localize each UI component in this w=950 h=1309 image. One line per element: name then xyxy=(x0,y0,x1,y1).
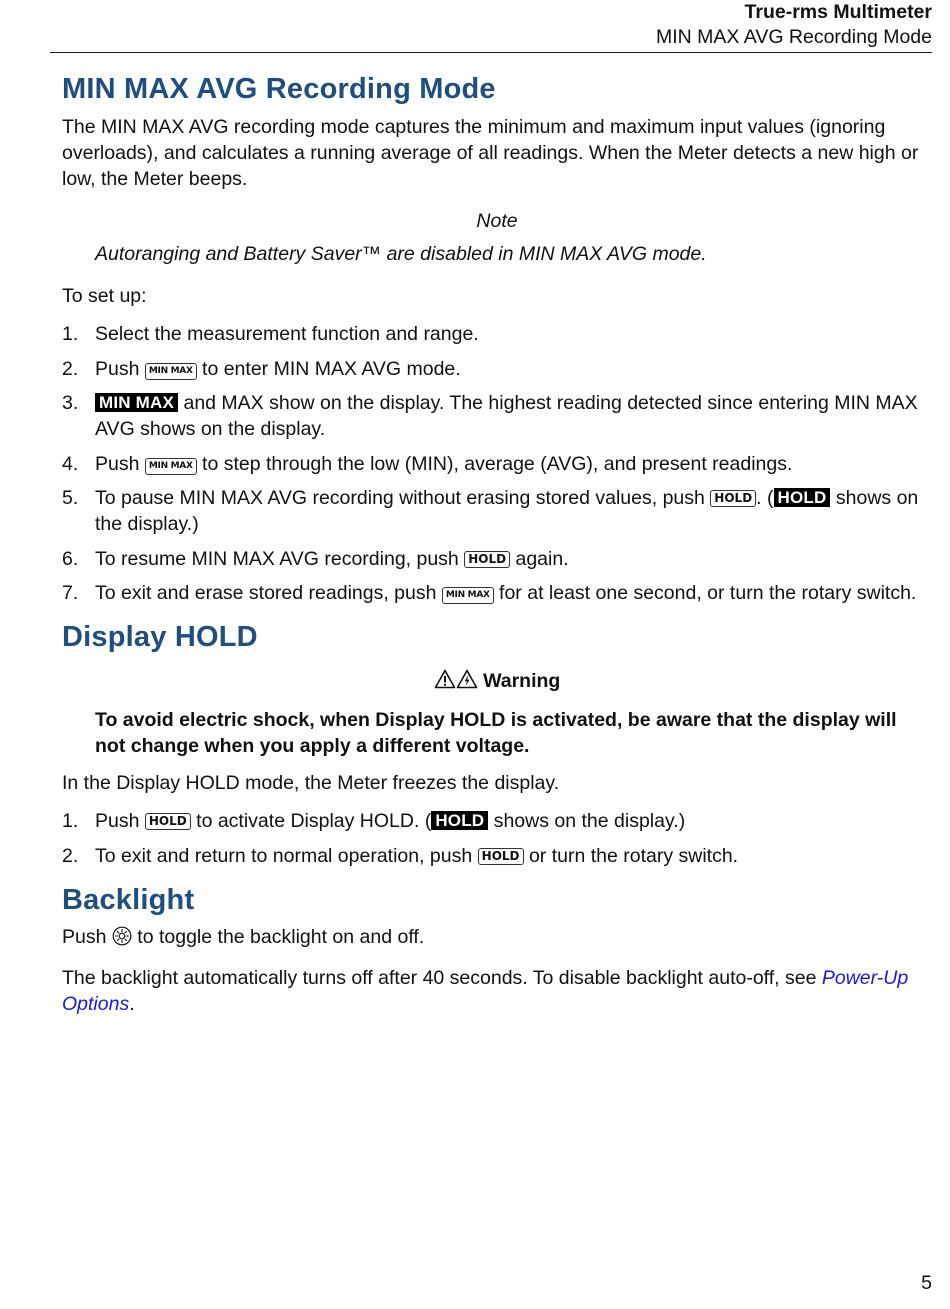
hold-heading: Display HOLD xyxy=(62,621,258,653)
step-text: To exit and return to normal operation, push xyxy=(95,844,473,867)
step-text: again. xyxy=(515,547,569,570)
list-item xyxy=(62,808,932,834)
step-text: shows on the display.) xyxy=(95,487,919,535)
step-number: 4. xyxy=(62,452,79,475)
minmax-heading: MIN MAX AVG Recording Mode xyxy=(62,73,496,105)
push-suffix: to toggle the backlight on and off. xyxy=(131,925,425,948)
list-item xyxy=(62,356,932,382)
backlight-push-text xyxy=(62,924,932,953)
page-content xyxy=(62,70,932,1017)
step-text: and MAX show on the display. The highest reading detected since entering MIN MAX AVG shows on the display. xyxy=(95,392,918,440)
min-max-key-icon: MIN MAX xyxy=(442,587,494,604)
step-number: 3. xyxy=(62,392,79,414)
step-text: . ( xyxy=(756,487,774,509)
hold-key-icon: HOLD xyxy=(710,490,756,507)
list-item xyxy=(62,390,932,442)
push-label: Push xyxy=(62,925,107,948)
warning-label-row xyxy=(62,668,932,696)
header-rule xyxy=(50,52,932,53)
step-number: 1. xyxy=(62,810,79,832)
header-section: MIN MAX AVG Recording Mode xyxy=(656,26,932,48)
warning-triangle-icon xyxy=(434,669,456,696)
hold-steps xyxy=(62,808,932,869)
step-text: to enter MIN MAX AVG mode. xyxy=(202,357,461,380)
hold-key-icon: HOLD xyxy=(464,551,510,568)
step-text: To exit and erase stored readings, push xyxy=(95,582,437,604)
hold-intro: In the Display HOLD mode, the Meter freezes the display. xyxy=(62,772,560,794)
step-text: or turn the rotary switch. xyxy=(528,844,739,867)
min-max-key-icon: MIN MAX xyxy=(145,363,197,380)
step-text: shows on the display.) xyxy=(488,810,686,832)
hold-display-badge: HOLD xyxy=(431,811,488,830)
setup-label: To set up: xyxy=(62,285,147,307)
shock-hazard-icon xyxy=(456,669,478,696)
step-text: to step through the low (MIN), average (AVG), and present readings. xyxy=(202,452,793,475)
hold-display-badge: HOLD xyxy=(774,488,831,507)
step-text: Push xyxy=(95,357,140,380)
minmax-steps xyxy=(62,321,932,606)
auto-off-end: . xyxy=(129,992,135,1015)
step-text: Push xyxy=(95,452,140,475)
hold-key-icon: HOLD xyxy=(145,813,191,830)
step-number: 5. xyxy=(62,487,79,509)
list-item xyxy=(62,485,932,537)
backlight-sun-icon xyxy=(112,926,132,953)
backlight-heading: Backlight xyxy=(62,883,195,916)
step-text: Push xyxy=(95,810,140,832)
step-number: 2. xyxy=(62,357,79,380)
list-item xyxy=(62,451,932,477)
page-header xyxy=(656,0,932,50)
step-text: for at least one second, or turn the rotary switch. xyxy=(499,582,917,604)
page-number: 5 xyxy=(921,1272,932,1294)
step-text: To pause MIN MAX AVG recording without erasing stored values, push xyxy=(95,487,705,509)
list-item xyxy=(62,580,932,606)
step-number: 7. xyxy=(62,582,79,604)
note-label: Note xyxy=(476,210,518,232)
backlight-auto-text xyxy=(62,965,932,1017)
hold-key-icon: HOLD xyxy=(478,848,524,865)
list-item xyxy=(62,546,932,572)
power-up-options-link[interactable]: Power-Up Options xyxy=(62,966,909,1015)
min-max-display-badge: MIN MAX xyxy=(95,393,178,412)
header-title: True-rms Multimeter xyxy=(744,1,932,23)
step-text: To resume MIN MAX AVG recording, push xyxy=(95,547,459,570)
list-item xyxy=(62,843,932,869)
step-text: Select the measurement function and range. xyxy=(95,323,479,345)
list-item xyxy=(62,321,932,347)
step-number: 1. xyxy=(62,323,79,345)
minmax-intro: The MIN MAX AVG recording mode captures the minimum and maximum input values (ignoring overloads), and calculates a running average of all readings. When the Meter detects a new high or low, the Meter beeps. xyxy=(62,116,919,190)
min-max-key-icon: MIN MAX xyxy=(145,458,197,475)
warning-label: Warning xyxy=(483,670,561,692)
note-text: Autoranging and Battery Saver™ are disabled in MIN MAX AVG mode. xyxy=(95,243,707,265)
step-number: 6. xyxy=(62,547,79,570)
step-number: 2. xyxy=(62,844,79,867)
auto-off-text: The backlight automatically turns off after 40 seconds. To disable backlight auto-off, see xyxy=(62,966,822,989)
warning-text: To avoid electric shock, when Display HOLD is activated, be aware that the display will not change when you apply a different voltage. xyxy=(95,709,897,757)
step-text: to activate Display HOLD. ( xyxy=(190,810,432,832)
